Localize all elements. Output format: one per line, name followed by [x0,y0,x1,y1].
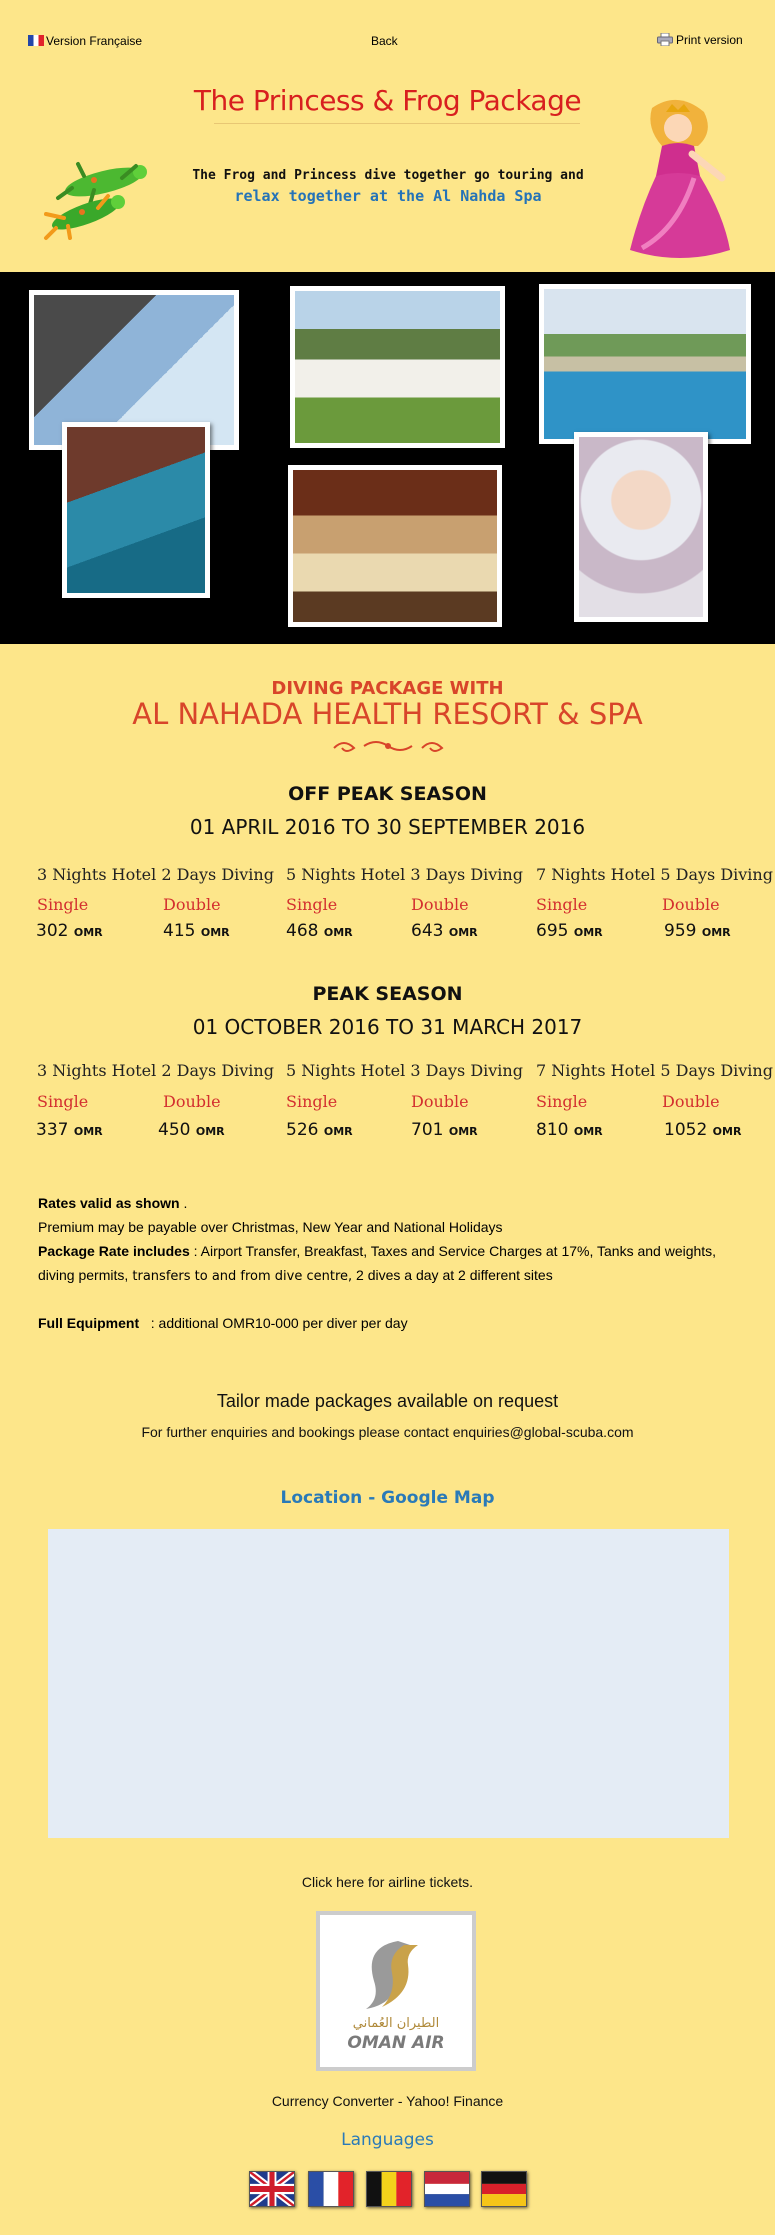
currency-converter-link[interactable]: Currency Converter - Yahoo! Finance [271,2093,504,2109]
single-price: 302 OMR [36,921,103,941]
double-label: Double [163,1092,221,1111]
package-title: 3 Nights Hotel 2 Days Diving [37,865,274,884]
diver-photo [62,422,210,598]
tagline [170,168,606,205]
double-label: Double [411,1092,469,1111]
france-flag-icon [28,35,44,46]
single-label: Single [286,1092,338,1111]
package-title: 7 Nights Hotel 5 Days Diving [536,1061,773,1080]
single-label: Single [286,895,338,914]
double-label: Double [163,895,221,914]
airline-tickets-link[interactable]: Click here for airline tickets. [301,1874,474,1890]
package-title: 3 Nights Hotel 2 Days Diving [37,1061,274,1080]
princess-illustration [622,98,736,260]
equipment-info: Full Equipment : additional OMR10-000 per diver per day [38,1315,408,1331]
includes-line-2: diving permits, transfers to and from dive centre, 2 dives a day at 2 different sites [38,1267,553,1284]
title-divider [214,123,580,124]
single-price: 468 OMR [286,921,353,941]
season-dates: 01 OCTOBER 2016 TO 31 MARCH 2017 [192,1015,583,1039]
google-map[interactable] [48,1529,729,1838]
single-price: 695 OMR [536,921,603,941]
double-label: Double [662,895,720,914]
premium-note: Premium may be payable over Christmas, New Year and National Holidays [38,1219,503,1235]
tailor-made-note: Tailor made packages available on request [216,1391,559,1411]
spa-photo [574,432,708,622]
oman-air-emblem [320,1915,472,2067]
single-label: Single [536,895,588,914]
print-version-link[interactable]: Print version [657,33,743,47]
double-label: Double [411,895,469,914]
tagline-line1: The Frog and Princess dive together go touring and [192,168,584,183]
germany-flag-icon[interactable] [481,2171,527,2207]
hotel-exterior-photo [290,286,505,448]
double-price: 701 OMR [411,1120,478,1140]
double-label: Double [662,1092,720,1111]
netherlands-flag-icon[interactable] [424,2171,470,2207]
season-name: OFF PEAK SEASON [288,783,487,805]
hotel-room-photo [288,465,502,627]
page-title: The Princess & Frog Package [193,84,582,117]
back-link[interactable]: Back [371,34,398,48]
peak-section [0,983,775,1039]
double-price: 643 OMR [411,921,478,941]
off-peak-section [0,783,775,839]
oman-air-arabic: الطيران العُماني [352,2016,440,2031]
single-label: Single [536,1092,588,1111]
france-flag-icon[interactable] [308,2171,354,2207]
double-price: 415 OMR [163,921,230,941]
double-price: 959 OMR [664,921,731,941]
oman-air-logo[interactable] [316,1911,476,2071]
single-price: 810 OMR [536,1120,603,1140]
tagline-line2: relax together at the Al Nahda Spa [234,187,542,205]
package-title: 5 Nights Hotel 3 Days Diving [286,865,523,884]
printer-icon [657,33,673,46]
double-price: 1052 OMR [664,1120,742,1140]
single-label: Single [37,1092,89,1111]
google-map-link[interactable]: Location - Google Map [280,1488,495,1508]
resort-name: AL NAHADA HEALTH RESORT & SPA [132,697,643,731]
includes-line: Package Rate includes : Airport Transfer, Breakfast, Taxes and Service Charges at 17%, Tanks and weights, [38,1243,717,1259]
frog-illustration [34,160,156,242]
uk-flag-icon[interactable] [249,2171,295,2207]
package-title: 7 Nights Hotel 5 Days Diving [536,865,773,884]
languages-heading: Languages [341,2130,434,2150]
single-label: Single [37,895,89,914]
ornament-icon [330,736,446,756]
enquiries-contact[interactable]: For further enquiries and bookings please contact enquiries@global-scuba.com [141,1424,634,1440]
french-version-link[interactable]: Version Française [28,34,142,48]
belgium-flag-icon[interactable] [366,2171,412,2207]
season-dates: 01 APRIL 2016 TO 30 SEPTEMBER 2016 [189,815,586,839]
single-price: 337 OMR [36,1120,103,1140]
single-price: 526 OMR [286,1120,353,1140]
pool-photo [539,284,751,444]
package-title: 5 Nights Hotel 3 Days Diving [286,1061,523,1080]
double-price: 450 OMR [158,1120,225,1140]
package-subtitle: DIVING PACKAGE WITH [271,678,504,699]
oman-air-name: OMAN AIR [347,2033,445,2053]
rates-info [38,1191,738,1289]
photo-gallery [0,272,775,644]
season-name: PEAK SEASON [312,983,463,1005]
rates-line: Rates valid as shown . [38,1195,188,1211]
